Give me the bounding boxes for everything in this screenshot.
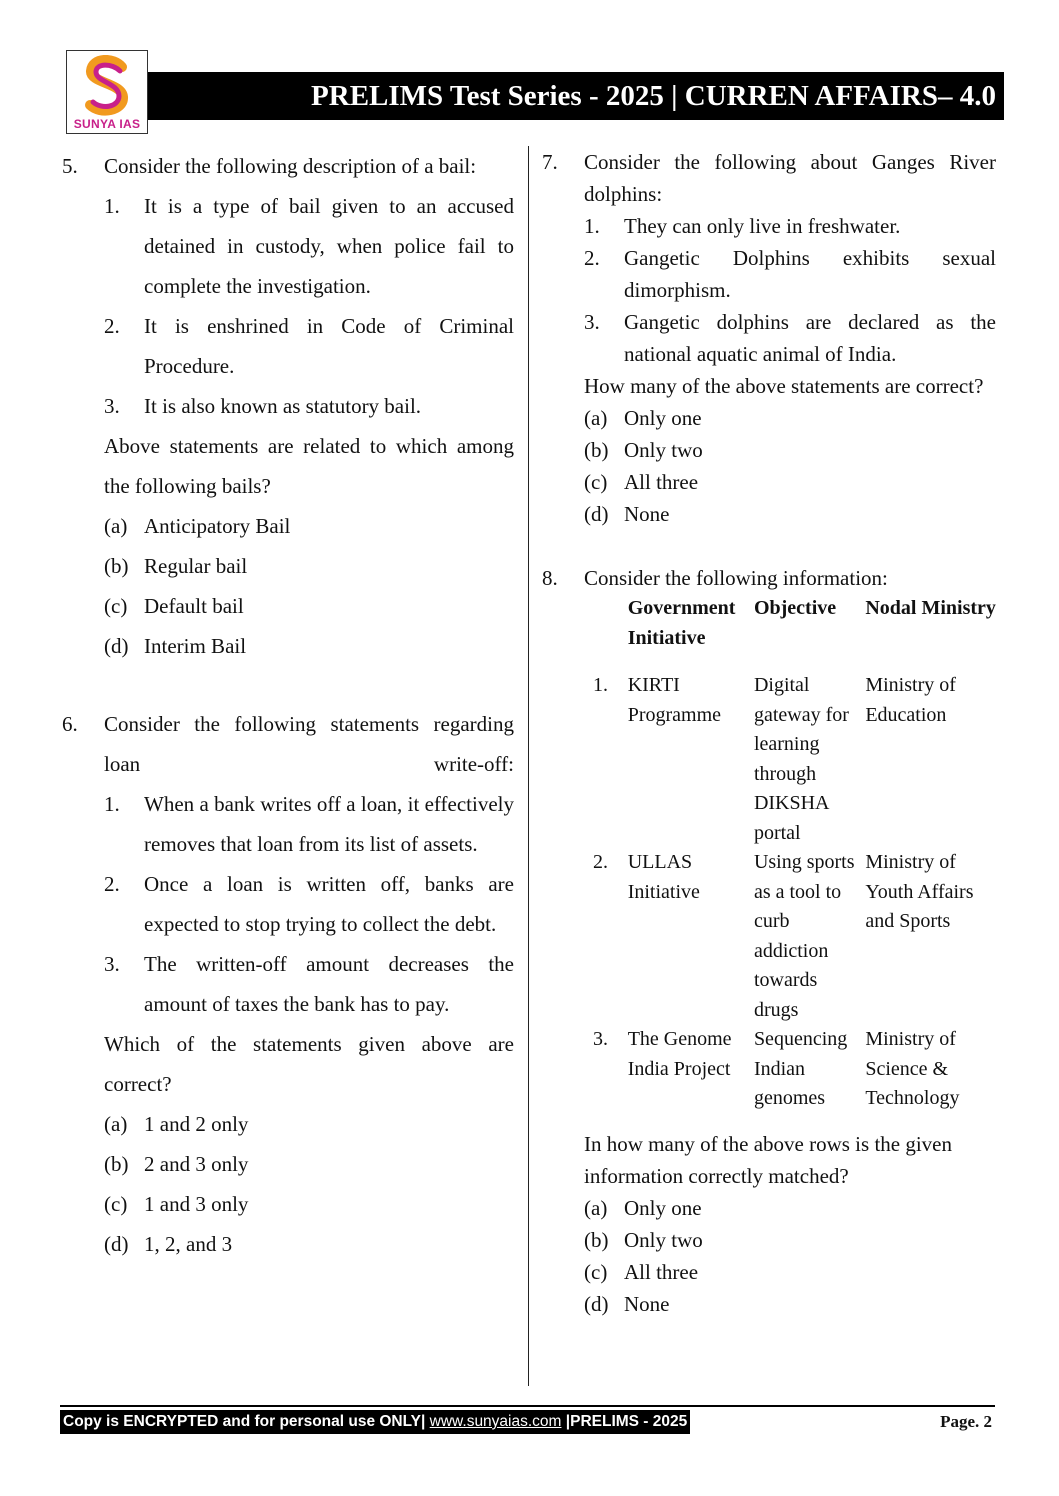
column-header: Objective — [753, 597, 837, 619]
statement-item — [104, 186, 514, 306]
question-prompt: How many of the above statements are correct? — [584, 374, 984, 398]
question-number: 7. — [542, 150, 558, 174]
statement-number: 1. — [584, 214, 600, 238]
row-number: 3. — [593, 1028, 608, 1050]
option-c — [584, 466, 996, 498]
footer — [60, 1410, 995, 1434]
statement-item — [104, 386, 514, 426]
table-row — [581, 1025, 996, 1114]
option-d — [584, 498, 996, 530]
table-header-row — [581, 594, 996, 653]
objective-cell: Using sports as a tool to curb addiction towards drugs — [753, 851, 855, 1021]
option-text: Only one — [624, 1195, 702, 1220]
question-number: 8. — [542, 566, 558, 590]
logo-text: SUNYA IAS — [73, 117, 141, 131]
option-c — [104, 586, 514, 626]
statement-number: 2. — [584, 246, 600, 270]
left-column — [62, 146, 514, 1264]
statement-number: 3. — [104, 952, 120, 976]
option-text: Interim Bail — [144, 634, 247, 658]
statement-number: 3. — [104, 394, 120, 418]
option-key: (c) — [104, 594, 128, 618]
option-key: (a) — [584, 1195, 608, 1220]
statement-number: 1. — [104, 792, 120, 816]
right-column — [542, 146, 996, 1320]
statement-item — [104, 784, 514, 864]
option-key: (d) — [104, 634, 129, 658]
option-text: Regular bail — [144, 554, 248, 578]
row-number: 1. — [593, 674, 608, 696]
ministry-cell: Ministry of Science & Technology — [865, 1028, 960, 1109]
question-8 — [542, 562, 996, 1320]
option-a — [584, 1192, 996, 1224]
sunya-ias-logo — [66, 50, 148, 134]
statement-text: It is enshrined in Code of Criminal Procedure. — [144, 314, 514, 378]
option-key: (a) — [104, 514, 128, 538]
option-key: (a) — [584, 406, 608, 430]
statement-text: Gangetic Dolphins exhibits sexual dimorphism. — [624, 246, 996, 302]
column-header: Nodal Ministry — [865, 597, 996, 619]
statement-text: The written-off amount decreases the amount of taxes the bank has to pay. — [144, 952, 514, 1016]
question-7 — [542, 146, 996, 530]
option-key: (d) — [584, 1291, 609, 1316]
sunya-s-logo-icon — [82, 55, 132, 117]
ministry-cell: Ministry of Education — [865, 674, 956, 726]
option-c — [584, 1256, 996, 1288]
question-number: 6. — [62, 712, 78, 736]
option-key: (c) — [584, 470, 608, 494]
option-text: All three — [624, 1259, 699, 1284]
statement-text: When a bank writes off a loan, it effectively removes that loan from its list of assets. — [144, 792, 514, 856]
statement-text: They can only live in freshwater. — [624, 214, 901, 238]
footer-copy-text: Copy is ENCRYPTED and for personal use ONLY| — [63, 1413, 426, 1430]
column-divider — [528, 146, 529, 1386]
table-row — [581, 671, 996, 848]
statement-item — [584, 210, 996, 242]
option-text: All three — [624, 470, 699, 494]
footer-exam-text: |PRELIMS - 2025 — [565, 1413, 688, 1430]
option-key: (b) — [584, 438, 609, 462]
footer-rule — [60, 1405, 995, 1407]
option-a — [584, 402, 996, 434]
statement-text: It is a type of bail given to an accused detained in custody, when police fail to complete the investigation. — [144, 194, 514, 298]
statement-item — [104, 306, 514, 386]
option-text: Only two — [624, 1227, 703, 1252]
statement-number: 1. — [104, 194, 120, 218]
option-b — [104, 546, 514, 586]
question-prompt: Which of the statements given above are correct? — [104, 1032, 514, 1096]
option-text: 1, 2, and 3 — [144, 1232, 233, 1256]
footer-website-link[interactable]: www.sunyaias.com — [429, 1413, 562, 1430]
option-key: (d) — [104, 1232, 129, 1256]
statement-item — [584, 242, 996, 306]
option-key: (b) — [584, 1227, 609, 1252]
statement-item — [104, 864, 514, 944]
option-text: 2 and 3 only — [144, 1152, 249, 1176]
info-table — [581, 594, 996, 1114]
option-text: None — [624, 502, 670, 526]
question-prompt: In how many of the above rows is the given information correctly matched? — [584, 1131, 953, 1188]
option-text: Anticipatory Bail — [144, 514, 291, 538]
statement-number: 2. — [104, 314, 120, 338]
statement-text: It is also known as statutory bail. — [144, 394, 422, 418]
option-key: (b) — [104, 1152, 129, 1176]
option-text: Default bail — [144, 594, 244, 618]
objective-cell: Sequencing Indian genomes — [753, 1028, 848, 1109]
option-a — [104, 1104, 514, 1144]
statement-number: 2. — [104, 872, 120, 896]
initiative-cell: The Genome India Project — [627, 1028, 732, 1080]
option-key: (a) — [104, 1112, 128, 1136]
option-d — [104, 626, 514, 666]
option-key: (b) — [104, 554, 129, 578]
option-b — [104, 1144, 514, 1184]
footer-notice — [60, 1410, 690, 1434]
question-stem: Consider the following about Ganges River dolphins: — [584, 150, 996, 206]
option-text: None — [624, 1291, 670, 1316]
initiative-cell: ULLAS Initiative — [627, 851, 700, 903]
page-number: Page. 2 — [940, 1412, 992, 1431]
header-bar — [148, 72, 1004, 120]
statement-item — [584, 306, 996, 370]
option-key: (c) — [104, 1192, 128, 1216]
row-number: 2. — [593, 851, 608, 873]
option-c — [104, 1184, 514, 1224]
question-stem: Consider the following description of a bail: — [104, 154, 477, 178]
table-row — [581, 848, 996, 1025]
question-number: 5. — [62, 154, 78, 178]
statement-number: 3. — [584, 310, 600, 334]
question-stem: Consider the following statements regarding loan write-off: — [104, 712, 514, 776]
statement-text: Gangetic dolphins are declared as the national aquatic animal of India. — [624, 310, 996, 366]
option-key: (c) — [584, 1259, 608, 1284]
option-b — [584, 434, 996, 466]
option-d — [104, 1224, 514, 1264]
option-text: Only one — [624, 406, 702, 430]
ministry-cell: Ministry of Youth Affairs and Sports — [865, 851, 974, 932]
page-title: PRELIMS Test Series - 2025 | CURREN AFFAIRS– 4.0 — [311, 79, 996, 112]
option-text: Only two — [624, 438, 703, 462]
question-stem: Consider the following information: — [584, 566, 888, 590]
question-5 — [62, 146, 514, 666]
statement-item — [104, 944, 514, 1024]
option-text: 1 and 2 only — [144, 1112, 249, 1136]
question-prompt: Above statements are related to which among the following bails? — [104, 434, 514, 498]
statement-text: Once a loan is written off, banks are expected to stop trying to collect the debt. — [144, 872, 514, 936]
option-d — [584, 1288, 996, 1320]
option-text: 1 and 3 only — [144, 1192, 249, 1216]
column-header: Government Initiative — [627, 597, 736, 649]
option-key: (d) — [584, 502, 609, 526]
question-6 — [62, 704, 514, 1264]
objective-cell: Digital gateway for learning through DIKSHA portal — [753, 674, 849, 844]
initiative-cell: KIRTI Programme — [627, 674, 722, 726]
option-a — [104, 506, 514, 546]
option-b — [584, 1224, 996, 1256]
